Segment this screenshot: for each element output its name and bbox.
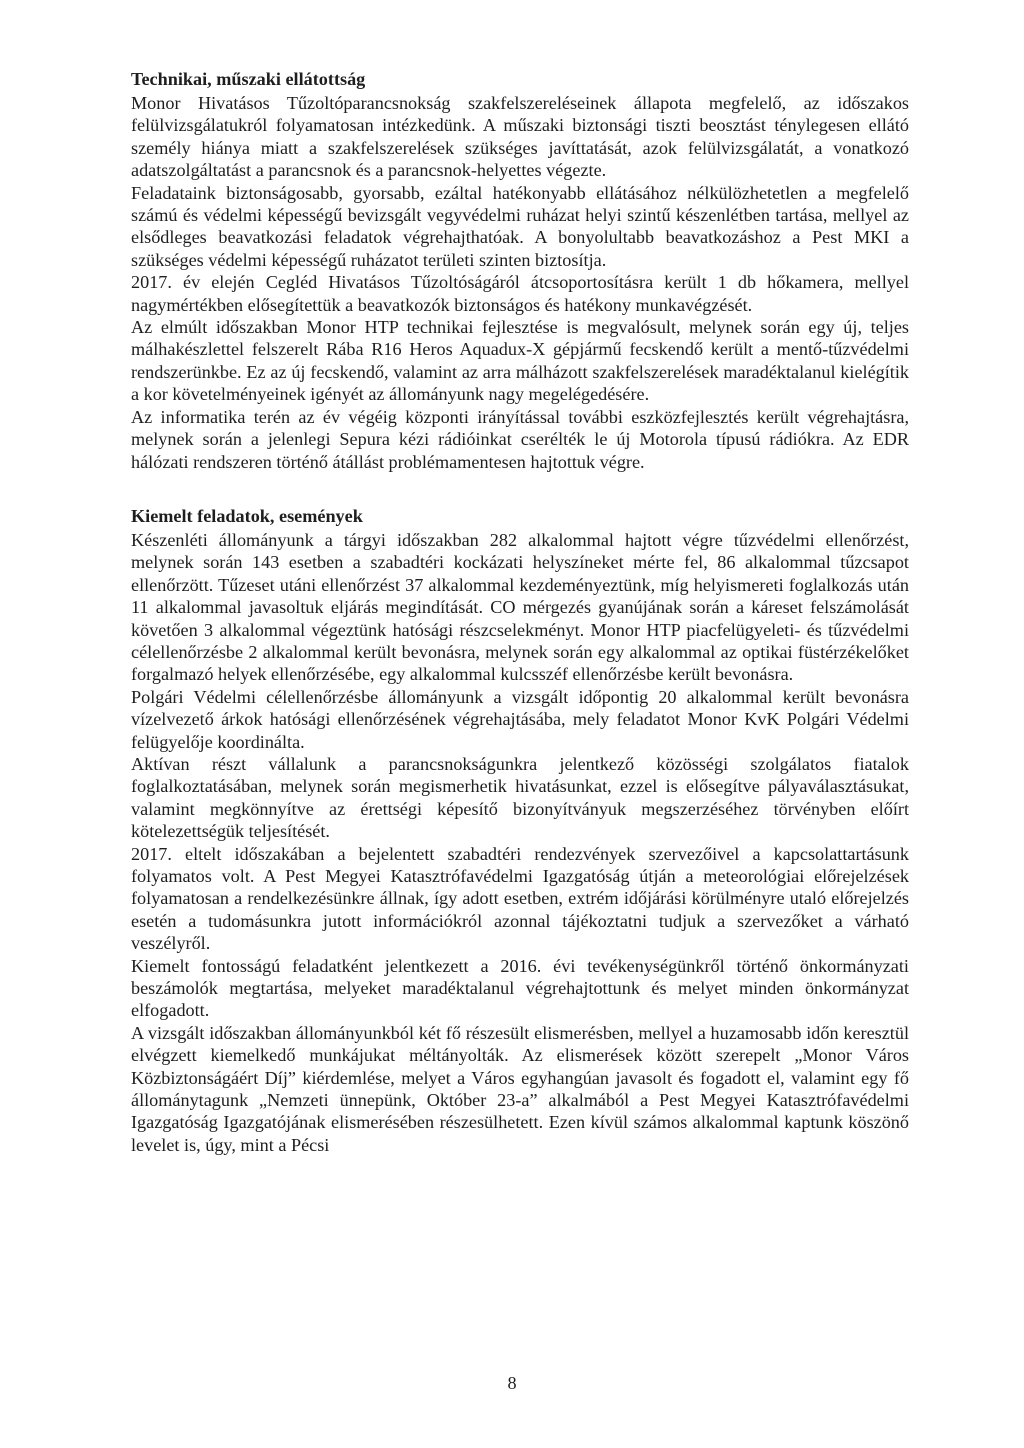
paragraph: Polgári Védelmi célellenőrzésbe állományunk a vizsgált időpontig 20 alkalommal került bevonásra vízelvezető árkok hatósági ellenőrzésének végrehajtásába, mely feladatot Monor KvK Polgári Védelmi felügyelője koordinálta.: [131, 686, 909, 752]
document-page: [131, 66, 909, 1156]
section-spacer: [131, 473, 909, 503]
section-technical-equipment: [131, 66, 909, 473]
paragraph: Készenléti állományunk a tárgyi időszakban 282 alkalommal hajtott végre tűzvédelmi ellenőrzést, melynek során 143 esetben a szabadtéri kockázati helyszíneket mérte fel, 86 alkalommal tűzcsapot ellenőrzött. Tűzeset utáni ellenőrzést 37 alkalommal kezdeményeztünk, míg helyismereti foglalkozás után 11 alkalommal javasoltuk eljárás megindítását. CO mérgezés gyanújának során a káreset felszámolását követően 3 alkalommal végeztünk hatósági részcselekményt. Monor HTP piacfelügyeleti- és tűzvédelmi célellenőrzésbe 2 alkalommal került bevonásra, melynek során egy alkalommal az optikai füstérzékelőket forgalmazó helyek ellenőrzésébe, egy alkalommal kulcsszéf ellenőrzésbe került bevonásra.: [131, 529, 909, 685]
section-heading: Kiemelt feladatok, események: [131, 505, 363, 526]
section-key-tasks: [131, 503, 909, 1156]
paragraph: 2017. év elején Cegléd Hivatásos Tűzoltóságáról átcsoportosításra került 1 db hőkamera, mellyel nagymértékben elősegítettük a beavatkozók biztonságos és hatékony munkavégzését.: [131, 272, 909, 315]
paragraph: 2017. eltelt időszakában a bejelentett szabadtéri rendezvények szervezőivel a kapcsolattartásunk folyamatos volt. A Pest Megyei Katasztrófavédelmi Igazgatóság útján a meteorológiai előrejelzések folyamatosan a rendelkezésünkre állnak, így adott esetben, extrém időjárási körülményre utaló előrejelzés esetén a tudomásunkra jutott információkról azonnal tájékoztatni tudjuk a szervezőket a várható veszélyről.: [131, 843, 909, 954]
paragraph: Kiemelt fontosságú feladatként jelentkezett a 2016. évi tevékenységünkről történő önkormányzati beszámolók megtartása, melyeket maradéktalanul végrehajtottunk és melyet minden önkormányzat elfogadott.: [131, 955, 909, 1021]
section-heading: Technikai, műszaki ellátottság: [131, 69, 366, 89]
paragraph: Aktívan részt vállalunk a parancsnokságunkra jelentkező közösségi szolgálatos fiatalok foglalkoztatásában, melynek során megismerhetik hivatásunkat, ezzel is elősegítve pályaválasztásukat, valamint megkönnyítve az érettségi képesítő bizonyítványuk megszerzéséhez törvényben előírt kötelezettségük teljesítését.: [131, 753, 909, 842]
paragraph: Az elmúlt időszakban Monor HTP technikai fejlesztése is megvalósult, melynek során egy új, teljes málhakészlettel felszerelt Rába R16 Heros Aquadux-X gépjármű fecskendő került a mentő-tűzvédelmi rendszerünkbe. Ez az új fecskendő, valamint az arra málházott szakfelszerelések maradéktalanul kielégítik a kor követelményeinek igényét az állományunk nagy megelégedésére.: [131, 317, 909, 405]
paragraph: A vizsgált időszakban állományunkból két fő részesült elismerésben, mellyel a huzamosabb időn keresztül elvégzett kiemelkedő munkájukat méltányolták. Az elismerések között szerepelt „Monor Város Közbiztonságáért Díj” kiérdemlése, melyet a Város egyhangúan javasolt és fogadott el, valamint egy fő állománytagunk „Nemzeti ünnepünk, Október 23-a” alkalmából a Pest Megyei Katasztrófavédelmi Igazgatóság Igazgatójának elismerésében részesülhetett. Ezen kívül számos alkalommal kaptunk köszönő levelet is, úgy, mint a Pécsi: [131, 1022, 909, 1155]
paragraph: Az informatika terén az év végéig központi irányítással további eszközfejlesztés került végrehajtásra, melynek során a jelenlegi Sepura kézi rádióinkat cserélték le új Motorola típusú rádiókra. Az EDR hálózati rendszeren történő átállást problémamentesen hajtottuk végre.: [131, 406, 909, 472]
paragraph: Monor Hivatásos Tűzoltóparancsnokság szakfelszereléseinek állapota megfelelő, az időszakos felülvizsgálatukról folyamatosan intézkedünk. A műszaki biztonsági tiszti beosztást ténylegesen ellátó személy hiánya miatt a szakfelszerelések szükséges javíttatását, azok felülvizsgálatát, a vonatkozó adatszolgáltatást a parancsnok és a parancsnok-helyettes végezte.: [131, 93, 909, 181]
page-number: 8: [507, 1373, 517, 1393]
paragraph: Feladataink biztonságosabb, gyorsabb, ezáltal hatékonyabb ellátásához nélkülözhetetlen a megfelelő számú és védelmi képességű bevizsgált vegyvédelmi ruházat helyi szintű készenlétben tartása, mellyel az elsődleges beavatkozási feladatok végrehajthatóak. A bonyolultabb beavatkozáshoz a Pest MKI a szükséges védelmi képességű ruházatot területi szinten biztosítja.: [131, 182, 909, 270]
